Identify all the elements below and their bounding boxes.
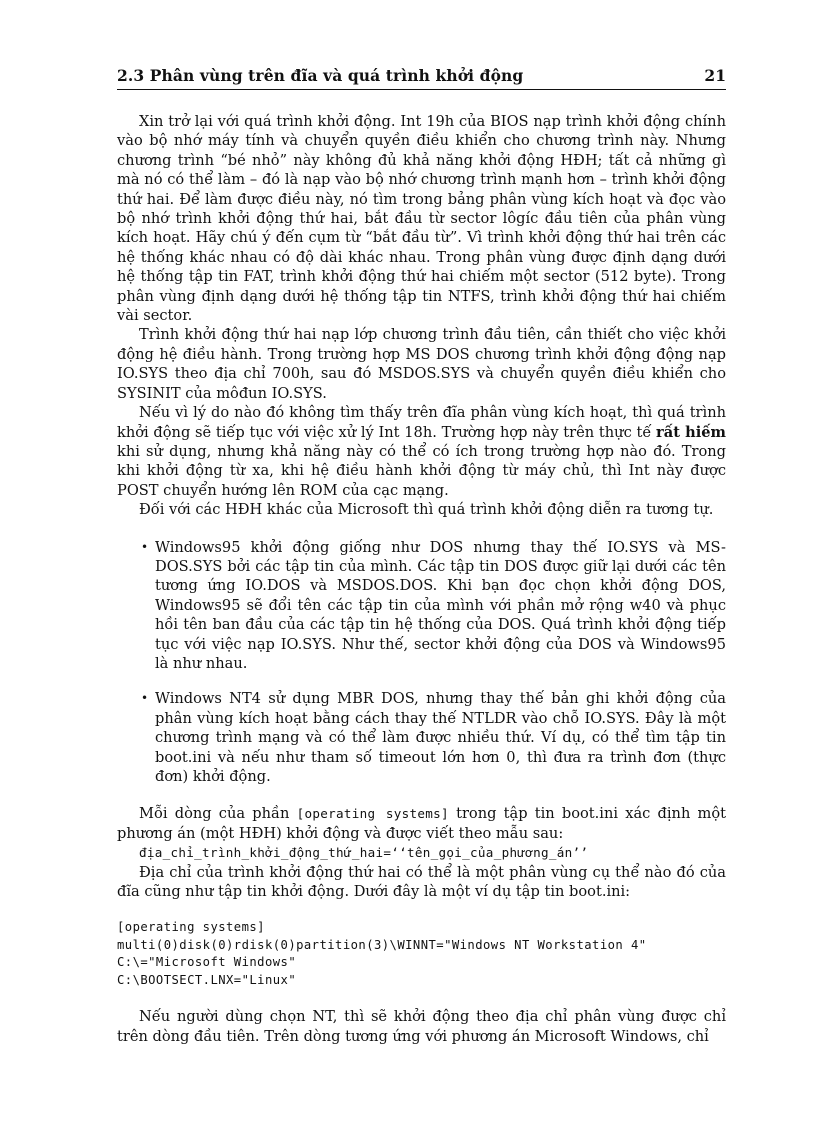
bullet-list bbox=[117, 538, 726, 787]
code-block bbox=[117, 919, 726, 989]
bullet-item bbox=[117, 689, 726, 786]
code-line: C:\BOOTSECT.LNX="Linux" bbox=[117, 972, 297, 987]
bullet-text: Windows NT4 sử dụng MBR DOS, nhưng thay thế bản ghi khởi động của phân vùng kích hoạt bằng cách thay thế NTLDR vào chỗ IO.SYS. Đây là một chương trình mạng và có thể làm được nhiều thứ. Ví dụ, có thể tìm tập tin boot.ini và nếu như tham số timeout lớn hơn 0, thì đưa ra trình đơn (thực đơn) khởi động. bbox=[155, 690, 726, 785]
paragraph-2: Trình khởi động thứ hai nạp lớp chương trình đầu tiên, cần thiết cho việc khởi động hệ điều hành. Trong trường hợp MS DOS chương trình khởi động động nạp IO.SYS theo địa chỉ 700h, sau đó MSDOS.SYS và chuyển quyền điều khiển cho SYSINIT của môđun IO.SYS. bbox=[117, 326, 726, 402]
paragraph-3-end: khi sử dụng, nhưng khả năng này có thể có ích trong trường hợp nào đó. Trong khi khởi động từ xa, khi hệ điều hành khởi động từ máy chủ, thì Int này được POST chuyển hướng lên ROM của cạc mạng. bbox=[117, 442, 726, 499]
code-line: multi(0)disk(0)rdisk(0)partition(3)\WINNT="Windows NT Workstation 4" bbox=[117, 937, 647, 952]
paragraph-3 bbox=[117, 403, 726, 500]
paragraph-5-end: trong tập tin boot.ini xác định một phương án (một HĐH) khởi động và được viết theo mẫu sau: bbox=[117, 805, 727, 842]
emphasis-rare: rất hiếm bbox=[656, 423, 726, 441]
bullet-marker: • bbox=[141, 691, 149, 706]
code-line: [operating systems] bbox=[117, 920, 265, 935]
page-body bbox=[117, 112, 726, 1046]
paragraph-1: Xin trở lại với quá trình khởi động. Int 19h của BIOS nạp trình khởi động chính vào bộ nhớ máy tính và chuyển quyền điều khiển cho chương trình này. Nhưng chương trình “bé nhỏ” này không đủ khả năng khởi động HĐH; tất cả những gì mà nó có thể làm – đó là nạp vào bộ nhớ chương trình mạnh hơn – trình khởi động thứ hai. Để làm được điều này, nó tìm trong bảng phân vùng kích hoạt và đọc vào bộ nhớ trình khởi động thứ hai, bắt đầu từ sector lôgíc đầu tiên của phân vùng kích hoạt. Hãy chú ý đến cụm từ “bắt đầu từ”. Vì trình khởi động thứ hai trên các hệ thống khác nhau có độ dài khác nhau. Trong phân vùng được định dạng dưới hệ thống tập tin FAT, trình khởi động thứ hai chiếm một sector (512 byte). Trong phân vùng định dạng dưới hệ thống tập tin NTFS, trình khởi động thứ hai chiếm vài sector. bbox=[117, 113, 726, 325]
paragraph-6: Địa chỉ của trình khởi động thứ hai có thể là một phân vùng cụ thể nào đó của đĩa cũng như tập tin khởi động. Dưới đây là một ví dụ tập tin boot.ini: bbox=[117, 863, 726, 901]
bullet-marker: • bbox=[141, 539, 149, 554]
page-number: 21 bbox=[704, 66, 726, 85]
paragraph-3-start: Nếu vì lý do nào đó không tìm thấy trên đĩa phân vùng kích hoạt, thì quá trình khởi động sẽ tiếp tục với việc xử lý Int 18h. Trường hợp này trên thực tế bbox=[117, 404, 726, 441]
inline-code-section: [operating systems] bbox=[296, 806, 449, 822]
bullet-item bbox=[117, 538, 726, 674]
template-line: địa_chỉ_trình_khởi_động_thứ_hai=‘‘tên_gọi_của_phương_án’’ bbox=[139, 845, 589, 861]
paragraph-7: Nếu người dùng chọn NT, thì sẽ khởi động theo địa chỉ phân vùng được chỉ trên dòng đầu tiên. Trên dòng tương ứng với phương án Microsoft Windows, chỉ bbox=[117, 1008, 726, 1045]
paragraph-4: Đối với các HĐH khác của Microsoft thì quá trình khởi động diễn ra tương tự. bbox=[139, 501, 714, 519]
bullet-text: Windows95 khởi động giống như DOS nhưng thay thế IO.SYS và MS-DOS.SYS bởi các tập tin của mình. Các tập tin DOS được giữ lại dưới các tên tương ứng IO.DOS và MSDOS.DOS. Khi bạn đọc chọn khởi động DOS, Windows95 sẽ đổi tên các tập tin của mình với phần mở rộng w40 và phục hồi tên ban đầu của các tập tin hệ thống của DOS. Quá trình khởi động tiếp tục với việc nạp IO.SYS. Như thế, sector khởi động của DOS và Windows95 là như nhau. bbox=[155, 538, 726, 672]
paragraph-5 bbox=[117, 804, 726, 843]
paragraph-5-start: Mỗi dòng của phần bbox=[139, 805, 290, 823]
code-line: C:\="Microsoft Windows" bbox=[117, 955, 297, 970]
section-title: 2.3 Phân vùng trên đĩa và quá trình khởi động bbox=[117, 66, 524, 85]
running-header bbox=[117, 60, 726, 90]
